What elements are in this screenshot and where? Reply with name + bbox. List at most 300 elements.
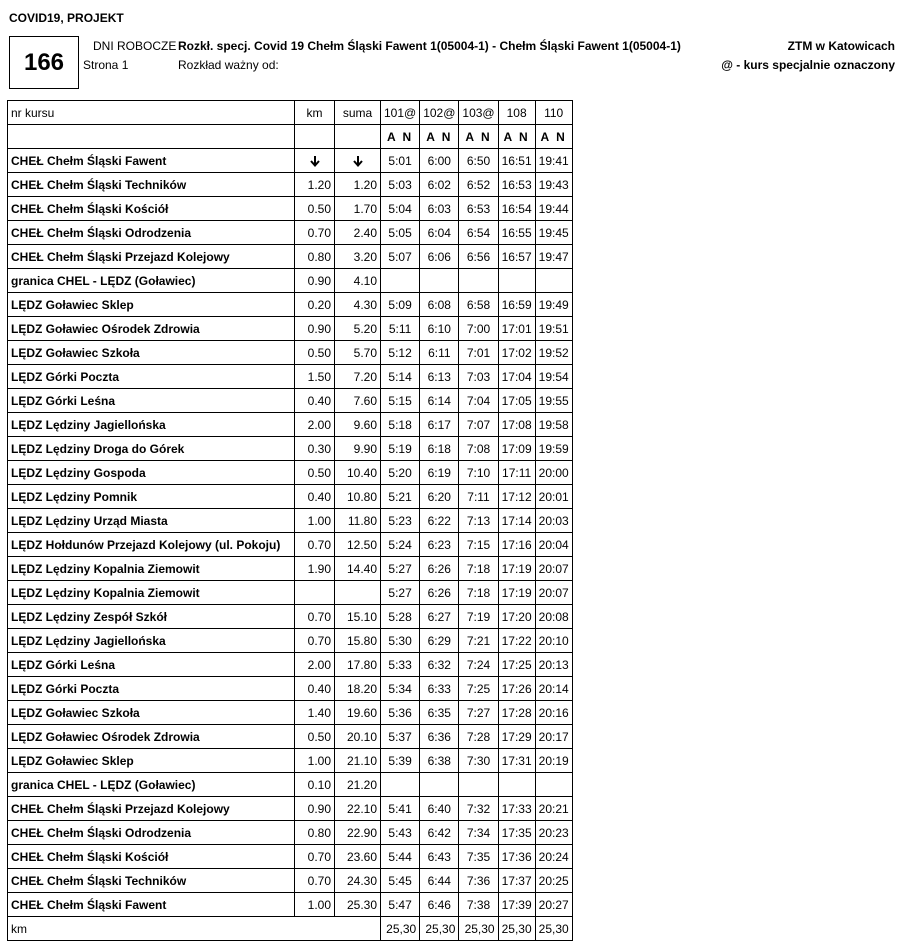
departure-time: 6:52 [459,173,498,197]
distance-sum: 3.20 [335,245,381,269]
distance-sum: 17.80 [335,653,381,677]
stop-name: LĘDZ Hołdunów Przejazd Kolejowy (ul. Pokoju) [8,533,295,557]
distance-sum: 4.10 [335,269,381,293]
distance-sum: 14.40 [335,557,381,581]
distance-km: 1.20 [295,173,335,197]
footer-km-label: km [8,917,381,941]
departure-time: 6:38 [420,749,459,773]
departure-time: 6:06 [420,245,459,269]
table-row [8,845,573,869]
departure-time: 7:38 [459,893,498,917]
header-course: 110 [535,101,572,125]
stop-name: LĘDZ Górki Poczta [8,677,295,701]
departure-time: 17:39 [498,893,535,917]
stop-name: CHEŁ Chełm Śląski Fawent [8,893,295,917]
table-row [8,725,573,749]
departure-time: 19:55 [535,389,572,413]
departure-time: 17:37 [498,869,535,893]
departure-time: 5:20 [381,461,420,485]
departure-time: 7:19 [459,605,498,629]
distance-sum: 19.60 [335,701,381,725]
distance-km: 1.00 [295,749,335,773]
stop-name: CHEŁ Chełm Śląski Fawent [8,149,295,173]
departure-time: 7:01 [459,341,498,365]
stop-name: LĘDZ Goławiec Szkoła [8,701,295,725]
departure-time: 19:59 [535,437,572,461]
table-row [8,365,573,389]
departure-time: 6:18 [420,437,459,461]
timetable [7,100,573,941]
stop-name: LĘDZ Lędziny Kopalnia Ziemowit [8,581,295,605]
table-row [8,557,573,581]
table-row [8,317,573,341]
course-type: A N [498,125,535,149]
departure-time: 7:24 [459,653,498,677]
table-row [8,821,573,845]
table-row [8,749,573,773]
distance-km: 0.70 [295,845,335,869]
departure-time: 7:28 [459,725,498,749]
footer-km-value: 25,30 [459,917,498,941]
distance-sum: 22.90 [335,821,381,845]
footer-km-value: 25,30 [498,917,535,941]
departure-time: 6:20 [420,485,459,509]
departure-time: 20:19 [535,749,572,773]
departure-time: 5:24 [381,533,420,557]
legend-note: @ - kurs specjalnie oznaczony [721,58,895,72]
departure-time: 17:05 [498,389,535,413]
table-row [8,701,573,725]
departure-time: 7:34 [459,821,498,845]
distance-sum: 5.20 [335,317,381,341]
table-row [8,605,573,629]
departure-time: 6:44 [420,869,459,893]
table-row [8,245,573,269]
departure-time: 7:30 [459,749,498,773]
table-row [8,653,573,677]
departure-time: 19:44 [535,197,572,221]
departure-time: 20:13 [535,653,572,677]
departure-time: 19:58 [535,413,572,437]
departure-time: 5:43 [381,821,420,845]
distance-sum: 20.10 [335,725,381,749]
stop-name: LĘDZ Górki Leśna [8,653,295,677]
departure-time: 5:44 [381,845,420,869]
departure-time: 6:36 [420,725,459,749]
departure-time: 6:13 [420,365,459,389]
departure-time: 16:59 [498,293,535,317]
stop-name: LĘDZ Goławiec Szkoła [8,341,295,365]
an-row-empty [335,125,381,149]
table-row [8,293,573,317]
departure-time: 17:35 [498,821,535,845]
distance-km [295,581,335,605]
header-course-label: nr kursu [8,101,295,125]
departure-time: 20:07 [535,581,572,605]
distance-km: 1.40 [295,701,335,725]
stop-name: CHEŁ Chełm Śląski Kościół [8,197,295,221]
departure-time: 5:04 [381,197,420,221]
service-days: DNI ROBOCZE [93,39,177,53]
departure-time: 17:31 [498,749,535,773]
table-row [8,533,573,557]
departure-time: 6:26 [420,557,459,581]
departure-time [459,773,498,797]
departure-time: 5:23 [381,509,420,533]
departure-time: 6:40 [420,797,459,821]
footer-km-value: 25,30 [420,917,459,941]
distance-km: 0.70 [295,533,335,557]
header-course: 108 [498,101,535,125]
stop-name: CHEŁ Chełm Śląski Kościół [8,845,295,869]
departure-time: 20:17 [535,725,572,749]
distance-km: 0.70 [295,221,335,245]
an-row-empty [295,125,335,149]
departure-time: 17:20 [498,605,535,629]
document-title: COVID19, PROJEKT [9,11,124,25]
departure-time: 6:11 [420,341,459,365]
distance-km: 0.20 [295,293,335,317]
departure-time [381,773,420,797]
stop-name: CHEŁ Chełm Śląski Przejazd Kolejowy [8,245,295,269]
header-course: 102@ [420,101,459,125]
departure-time: 7:07 [459,413,498,437]
departure-time: 17:19 [498,581,535,605]
departure-time: 17:09 [498,437,535,461]
table-row [8,221,573,245]
distance-sum: 11.80 [335,509,381,533]
departure-time: 20:24 [535,845,572,869]
stop-name: LĘDZ Lędziny Zespół Szkół [8,605,295,629]
distance-sum [335,581,381,605]
departure-time: 5:33 [381,653,420,677]
departure-time: 6:35 [420,701,459,725]
departure-time: 6:29 [420,629,459,653]
route-description: Rozkł. specj. Covid 19 Chełm Śląski Fawent 1(05004-1) - Chełm Śląski Fawent 1(05004-1) [178,39,681,53]
departure-time: 7:21 [459,629,498,653]
departure-time: 6:10 [420,317,459,341]
departure-time: 5:05 [381,221,420,245]
departure-time: 6:08 [420,293,459,317]
departure-time: 5:07 [381,245,420,269]
stop-name: LĘDZ Goławiec Sklep [8,293,295,317]
distance-sum: 5.70 [335,341,381,365]
departure-time: 7:25 [459,677,498,701]
stop-name: CHEŁ Chełm Śląski Przejazd Kolejowy [8,797,295,821]
departure-time: 6:03 [420,197,459,221]
departure-time: 5:21 [381,485,420,509]
departure-time: 17:02 [498,341,535,365]
distance-km: 0.40 [295,485,335,509]
departure-time: 5:39 [381,749,420,773]
page-number: Strona 1 [83,58,129,72]
departure-time [420,773,459,797]
departure-time: 17:29 [498,725,535,749]
departure-time: 5:36 [381,701,420,725]
table-row [8,197,573,221]
departure-time: 5:15 [381,389,420,413]
distance-sum: 1.70 [335,197,381,221]
departure-time: 7:18 [459,581,498,605]
departure-time: 20:03 [535,509,572,533]
stop-name: CHEŁ Chełm Śląski Techników [8,869,295,893]
table-row [8,461,573,485]
departure-time [498,773,535,797]
departure-time: 20:00 [535,461,572,485]
departure-time: 19:41 [535,149,572,173]
departure-time: 19:51 [535,317,572,341]
departure-time [381,269,420,293]
departure-time: 5:28 [381,605,420,629]
departure-time: 5:19 [381,437,420,461]
departure-time: 17:33 [498,797,535,821]
course-type: A N [420,125,459,149]
distance-sum: 15.10 [335,605,381,629]
footer-km-value: 25,30 [381,917,420,941]
stop-name: CHEŁ Chełm Śląski Odrodzenia [8,221,295,245]
distance-sum: 2.40 [335,221,381,245]
stop-name: CHEŁ Chełm Śląski Odrodzenia [8,821,295,845]
footer-row [8,917,573,941]
departure-time: 20:16 [535,701,572,725]
departure-time: 6:22 [420,509,459,533]
organizer: ZTM w Katowicach [787,39,895,53]
stop-name: LĘDZ Lędziny Urząd Miasta [8,509,295,533]
departure-time: 5:47 [381,893,420,917]
departure-time: 7:36 [459,869,498,893]
stop-name: LĘDZ Goławiec Sklep [8,749,295,773]
departure-time: 17:25 [498,653,535,677]
departure-time: 6:54 [459,221,498,245]
departure-time: 17:08 [498,413,535,437]
departure-time: 7:04 [459,389,498,413]
table-row [8,797,573,821]
departure-time [459,269,498,293]
departure-time: 5:03 [381,173,420,197]
departure-time: 7:00 [459,317,498,341]
stop-name: LĘDZ Lędziny Jagiellońska [8,629,295,653]
table-row [8,509,573,533]
departure-time: 19:47 [535,245,572,269]
departure-time: 17:16 [498,533,535,557]
distance-km: 0.90 [295,269,335,293]
departure-time: 16:55 [498,221,535,245]
table-row [8,437,573,461]
departure-time: 20:07 [535,557,572,581]
distance-km: 0.70 [295,629,335,653]
distance-km: 1.50 [295,365,335,389]
departure-time: 16:51 [498,149,535,173]
arrow-down-icon [295,149,335,173]
departure-time: 6:32 [420,653,459,677]
distance-km: 0.50 [295,341,335,365]
departure-time: 5:30 [381,629,420,653]
departure-time: 17:11 [498,461,535,485]
distance-sum: 4.30 [335,293,381,317]
departure-time: 6:04 [420,221,459,245]
departure-time: 19:54 [535,365,572,389]
distance-sum: 25.30 [335,893,381,917]
course-type: A N [535,125,572,149]
departure-time: 17:22 [498,629,535,653]
departure-time: 5:01 [381,149,420,173]
stop-name: granica CHEL - LĘDZ (Goławiec) [8,773,295,797]
departure-time: 19:45 [535,221,572,245]
distance-km: 0.80 [295,821,335,845]
departure-time: 5:14 [381,365,420,389]
an-row [8,125,573,149]
distance-sum: 24.30 [335,869,381,893]
distance-sum: 9.90 [335,437,381,461]
departure-time: 6:27 [420,605,459,629]
distance-sum: 9.60 [335,413,381,437]
departure-time: 6:42 [420,821,459,845]
departure-time: 7:27 [459,701,498,725]
departure-time: 20:04 [535,533,572,557]
departure-time: 5:37 [381,725,420,749]
distance-km: 0.10 [295,773,335,797]
departure-time: 6:14 [420,389,459,413]
table-row [8,773,573,797]
valid-from: Rozkład ważny od: [178,58,279,72]
distance-sum: 10.80 [335,485,381,509]
distance-sum: 23.60 [335,845,381,869]
distance-sum: 15.80 [335,629,381,653]
departure-time: 19:43 [535,173,572,197]
course-type: A N [459,125,498,149]
route-number: 166 [9,36,79,89]
distance-sum: 21.10 [335,749,381,773]
departure-time: 5:27 [381,557,420,581]
departure-time: 17:28 [498,701,535,725]
departure-time: 7:08 [459,437,498,461]
distance-km: 0.70 [295,869,335,893]
header-km: km [295,101,335,125]
departure-time: 7:13 [459,509,498,533]
table-row [8,173,573,197]
table-row [8,677,573,701]
departure-time: 5:11 [381,317,420,341]
stop-name: LĘDZ Górki Poczta [8,365,295,389]
departure-time: 17:12 [498,485,535,509]
footer-km-value: 25,30 [535,917,572,941]
distance-km: 1.00 [295,509,335,533]
departure-time: 6:58 [459,293,498,317]
departure-time: 6:19 [420,461,459,485]
distance-km: 0.40 [295,389,335,413]
stop-name: granica CHEL - LĘDZ (Goławiec) [8,269,295,293]
departure-time: 5:41 [381,797,420,821]
distance-km: 0.30 [295,437,335,461]
distance-km: 0.50 [295,461,335,485]
departure-time: 5:27 [381,581,420,605]
departure-time: 6:46 [420,893,459,917]
departure-time: 17:04 [498,365,535,389]
departure-time [420,269,459,293]
distance-sum: 12.50 [335,533,381,557]
distance-sum: 21.20 [335,773,381,797]
departure-time: 6:00 [420,149,459,173]
distance-sum: 10.40 [335,461,381,485]
departure-time: 6:26 [420,581,459,605]
header-course: 101@ [381,101,420,125]
distance-km: 2.00 [295,413,335,437]
distance-km: 0.90 [295,797,335,821]
departure-time: 6:53 [459,197,498,221]
departure-time: 19:49 [535,293,572,317]
distance-km: 0.70 [295,605,335,629]
departure-time: 20:21 [535,797,572,821]
stop-name: LĘDZ Lędziny Jagiellońska [8,413,295,437]
arrow-down-icon [335,149,381,173]
departure-time: 16:54 [498,197,535,221]
table-row [8,869,573,893]
table-row [8,629,573,653]
stop-name: LĘDZ Lędziny Pomnik [8,485,295,509]
departure-time: 5:18 [381,413,420,437]
distance-km: 1.00 [295,893,335,917]
stop-name: LĘDZ Lędziny Gospoda [8,461,295,485]
departure-time: 7:18 [459,557,498,581]
distance-km: 0.80 [295,245,335,269]
departure-time: 17:26 [498,677,535,701]
departure-time [498,269,535,293]
departure-time: 19:52 [535,341,572,365]
distance-sum: 1.20 [335,173,381,197]
distance-km: 1.90 [295,557,335,581]
departure-time: 6:17 [420,413,459,437]
departure-time: 16:53 [498,173,535,197]
course-type: A N [381,125,420,149]
departure-time: 7:11 [459,485,498,509]
departure-time: 20:27 [535,893,572,917]
departure-time [535,773,572,797]
departure-time: 17:14 [498,509,535,533]
departure-time: 7:03 [459,365,498,389]
departure-time: 5:09 [381,293,420,317]
table-row [8,893,573,917]
departure-time: 7:35 [459,845,498,869]
departure-time [535,269,572,293]
departure-time: 6:50 [459,149,498,173]
distance-km: 0.50 [295,725,335,749]
table-row [8,581,573,605]
departure-time: 20:14 [535,677,572,701]
departure-time: 20:08 [535,605,572,629]
distance-km: 0.50 [295,197,335,221]
departure-time: 6:23 [420,533,459,557]
departure-time: 5:45 [381,869,420,893]
stop-name: CHEŁ Chełm Śląski Techników [8,173,295,197]
departure-time: 7:32 [459,797,498,821]
table-row [8,269,573,293]
stop-name: LĘDZ Goławiec Ośrodek Zdrowia [8,725,295,749]
departure-time: 17:19 [498,557,535,581]
departure-time: 17:01 [498,317,535,341]
stop-name: LĘDZ Lędziny Droga do Górek [8,437,295,461]
departure-time: 17:36 [498,845,535,869]
departure-time: 6:43 [420,845,459,869]
stop-name: LĘDZ Goławiec Ośrodek Zdrowia [8,317,295,341]
distance-sum: 7.60 [335,389,381,413]
header-row [8,101,573,125]
distance-sum: 7.20 [335,365,381,389]
departure-time: 5:12 [381,341,420,365]
distance-sum: 18.20 [335,677,381,701]
departure-time: 6:56 [459,245,498,269]
departure-time: 5:34 [381,677,420,701]
table-row [8,389,573,413]
